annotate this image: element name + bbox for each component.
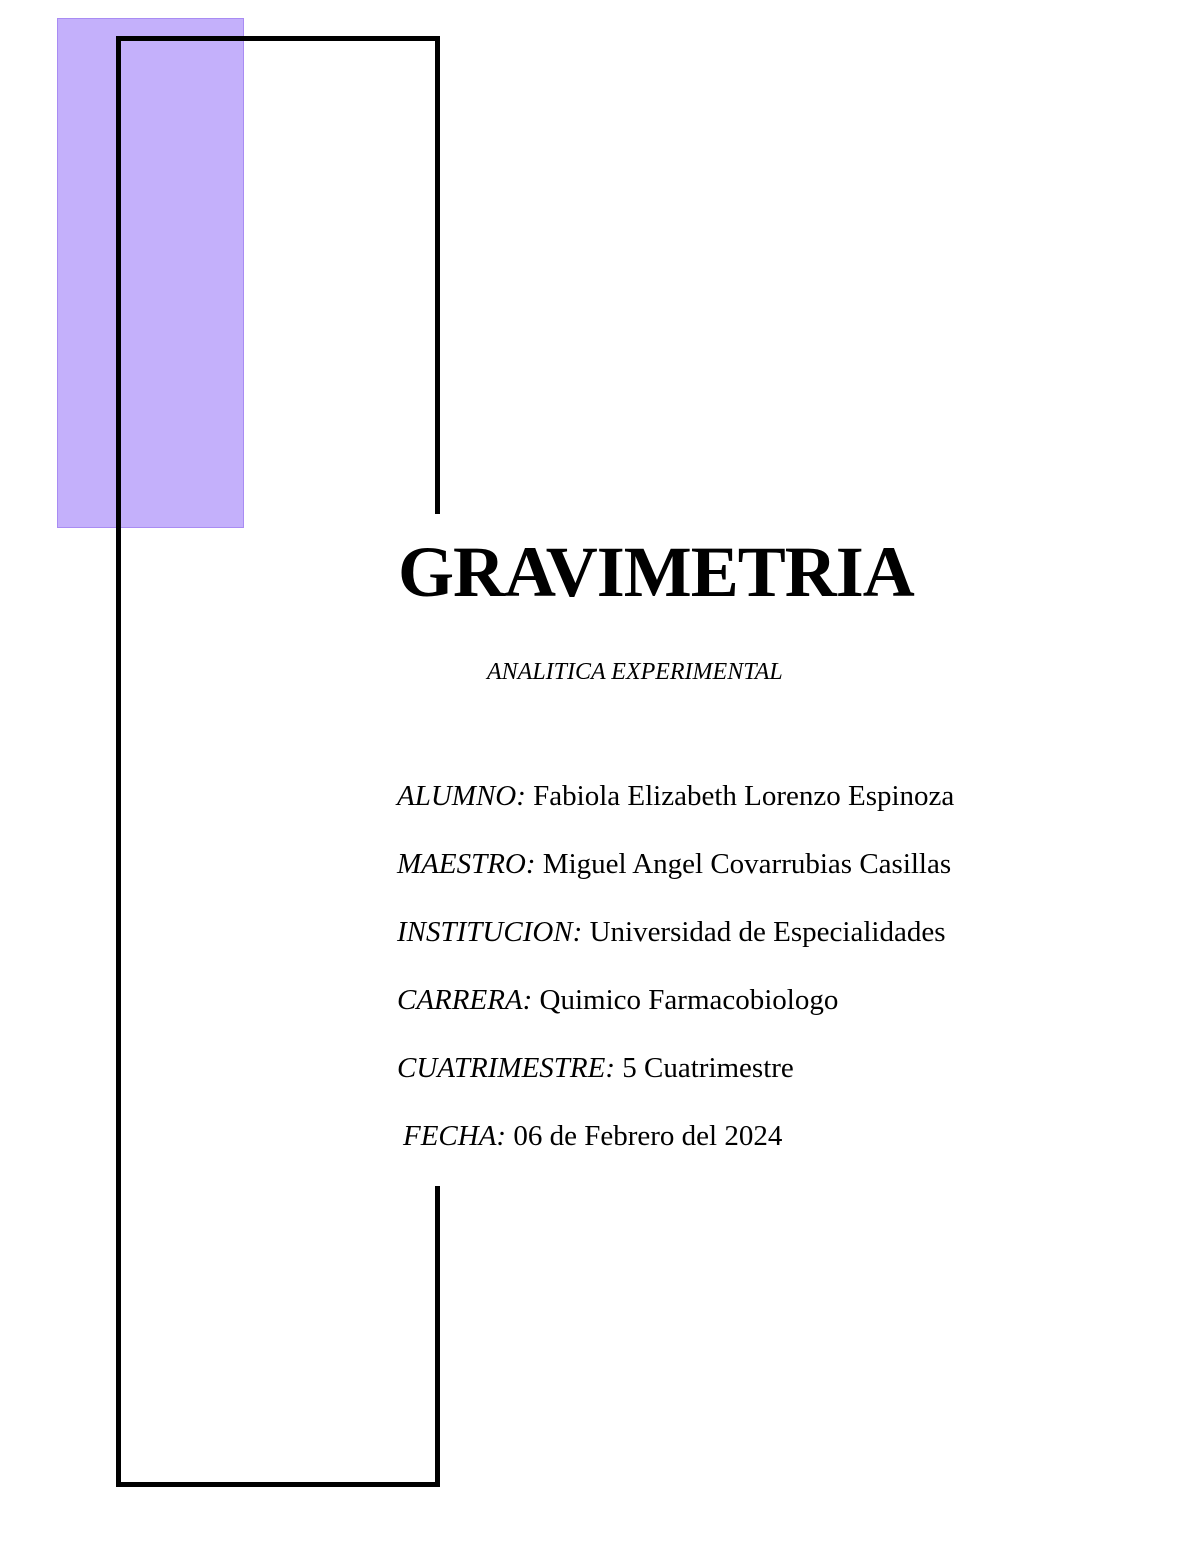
field-value: Quimico Farmacobiologo	[539, 984, 839, 1016]
decorative-purple-block	[57, 18, 244, 528]
cover-info-list	[397, 776, 954, 1184]
field-label: FECHA:	[403, 1120, 507, 1152]
frame-top-border	[116, 36, 440, 41]
field-label: MAESTRO:	[397, 848, 536, 880]
field-carrera	[397, 980, 954, 1048]
field-value: Miguel Angel Covarrubias Casillas	[542, 848, 952, 880]
field-cuatrimestre	[397, 1048, 954, 1116]
field-value: Fabiola Elizabeth Lorenzo Espinoza	[533, 780, 955, 812]
frame-right-border-lower	[435, 1186, 440, 1487]
field-label: ALUMNO:	[397, 780, 526, 812]
field-maestro	[397, 844, 954, 912]
field-alumno	[397, 776, 954, 844]
document-title: GRAVIMETRIA	[398, 532, 914, 612]
document-subtitle: ANALITICA EXPERIMENTAL	[487, 659, 783, 685]
field-value: 06 de Febrero del 2024	[513, 1120, 783, 1152]
frame-bottom-border	[116, 1482, 440, 1487]
field-value: Universidad de Especialidades	[589, 916, 946, 948]
field-label: INSTITUCION:	[397, 916, 583, 948]
field-institucion	[397, 912, 954, 980]
field-label: CARRERA:	[397, 984, 533, 1016]
field-value: 5 Cuatrimestre	[622, 1052, 794, 1084]
field-label: CUATRIMESTRE:	[397, 1052, 616, 1084]
frame-left-border	[116, 36, 121, 1487]
frame-right-border-upper	[435, 36, 440, 514]
field-fecha	[397, 1116, 954, 1184]
